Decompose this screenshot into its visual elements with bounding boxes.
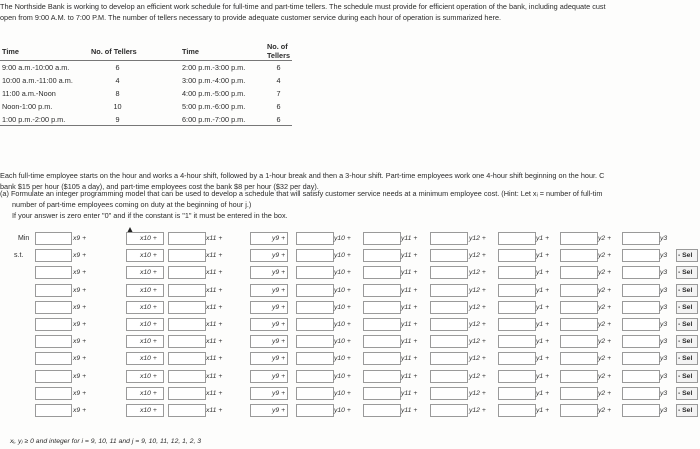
variable-label: y1 + xyxy=(536,372,550,380)
variable-label: y2 + xyxy=(598,338,612,346)
coefficient-input[interactable] xyxy=(296,284,334,297)
variable-label: y9 + xyxy=(272,252,286,260)
variable-label: y11 + xyxy=(401,355,418,363)
tellers-cell: 6 xyxy=(276,62,281,72)
variable-label: y9 + xyxy=(272,286,286,294)
coefficient-input[interactable] xyxy=(168,266,206,279)
coefficient-input[interactable] xyxy=(35,284,72,297)
coefficient-input[interactable] xyxy=(498,387,536,400)
coefficient-input[interactable] xyxy=(296,318,334,331)
coefficient-input[interactable] xyxy=(622,335,660,348)
variable-label: y9 + xyxy=(272,235,286,242)
variable-label: y3 xyxy=(660,406,668,414)
coefficient-input[interactable] xyxy=(560,352,598,365)
coefficient-input[interactable] xyxy=(296,352,334,365)
variable-label: x9 + xyxy=(73,338,87,346)
variable-label: y3 xyxy=(660,252,668,260)
coefficient-input[interactable] xyxy=(35,266,72,279)
row-label: Min xyxy=(18,235,30,242)
variable-label: x10 + xyxy=(140,406,157,414)
coefficient-input[interactable] xyxy=(430,370,468,383)
coefficient-input[interactable] xyxy=(168,249,206,262)
constraint-row xyxy=(0,283,700,300)
coefficient-input[interactable] xyxy=(498,284,536,297)
variable-label: y11 + xyxy=(401,303,418,311)
variable-label: y12 + xyxy=(469,320,486,328)
variable-label: x9 + xyxy=(73,235,87,242)
time-cell: Noon-1:00 p.m. xyxy=(2,101,53,111)
coefficient-input[interactable] xyxy=(498,352,536,365)
variable-label: x11 + xyxy=(206,252,223,260)
variable-label: x9 + xyxy=(73,252,87,260)
tellers-cell: 4 xyxy=(276,75,281,85)
coefficient-input[interactable] xyxy=(296,404,334,417)
variable-label: y11 + xyxy=(401,372,418,380)
coefficient-input[interactable] xyxy=(35,370,72,383)
coefficient-input[interactable] xyxy=(498,335,536,348)
coefficient-input[interactable] xyxy=(168,335,206,348)
coefficient-input[interactable] xyxy=(363,318,401,331)
variable-label: x11 + xyxy=(206,303,223,311)
variable-label: y3 xyxy=(660,269,668,277)
question-line-3: If your answer is zero enter "0" and if the constant is "1" it must be entered in the box. xyxy=(12,211,288,220)
variable-label: y2 + xyxy=(598,235,612,242)
coefficient-input[interactable] xyxy=(560,249,598,262)
constraint-row xyxy=(0,351,700,368)
coefficient-input[interactable] xyxy=(622,370,660,383)
variable-label: y3 xyxy=(660,372,668,380)
coefficient-input[interactable] xyxy=(363,404,401,417)
constraint-row xyxy=(0,300,700,317)
variable-label: y1 + xyxy=(536,252,550,260)
variable-label: x10 + xyxy=(140,320,157,328)
variable-label: y11 + xyxy=(401,320,418,328)
coefficient-input[interactable] xyxy=(35,232,72,245)
time-cell: 9:00 a.m.-10:00 a.m. xyxy=(2,62,70,72)
variable-label: y10 + xyxy=(334,269,351,277)
variable-label: x11 + xyxy=(206,235,223,242)
col-time-1: Time xyxy=(0,42,89,61)
variable-label: y1 + xyxy=(536,286,550,294)
time-cell: 3:00 p.m.-4:00 p.m. xyxy=(182,75,246,85)
coefficient-input[interactable] xyxy=(498,232,536,245)
variable-label: y9 + xyxy=(272,338,286,346)
constraint-row xyxy=(0,369,700,386)
constraint-sign-select[interactable]: - Sel xyxy=(676,404,698,417)
coefficient-input[interactable] xyxy=(296,232,334,245)
variable-label: y9 + xyxy=(272,320,286,328)
variable-label: x9 + xyxy=(73,303,87,311)
variable-label: y2 + xyxy=(598,355,612,363)
variable-label: x10 + xyxy=(140,269,157,277)
variable-label: y3 xyxy=(660,235,668,242)
coefficient-input[interactable] xyxy=(560,301,598,314)
variable-label: y3 xyxy=(660,389,668,397)
coefficient-input[interactable] xyxy=(622,301,660,314)
variable-label: y2 + xyxy=(598,372,612,380)
variable-label: x10 + xyxy=(140,338,157,346)
variable-label: x10 + xyxy=(140,235,157,242)
variable-label: y3 xyxy=(660,303,668,311)
coefficient-input[interactable] xyxy=(622,232,660,245)
coefficient-input[interactable] xyxy=(560,335,598,348)
variable-label: y10 + xyxy=(334,338,351,346)
after-line-2: bank $15 per hour ($105 a day), and part-time employees cost the bank $8 per hour ($32 per day). xyxy=(0,182,319,191)
variable-label: y3 xyxy=(660,338,668,346)
problem-intro xyxy=(0,1,700,23)
variable-label: x9 + xyxy=(73,389,87,397)
intro-line-2: open from 9:00 A.M. to 7:00 P.M. The number of tellers necessary to provide adequate customer service during each hour of operation is summarized here. xyxy=(0,13,502,22)
coefficient-input[interactable] xyxy=(296,249,334,262)
time-cell: 10:00 a.m.-11:00 a.m. xyxy=(2,75,73,85)
variable-label: x10 + xyxy=(140,303,157,311)
variable-label: y12 + xyxy=(469,269,486,277)
coefficient-input[interactable] xyxy=(622,266,660,279)
coefficient-input[interactable] xyxy=(430,335,468,348)
coefficient-input[interactable] xyxy=(560,232,598,245)
table-row xyxy=(0,74,292,87)
constraint-row xyxy=(0,403,700,420)
question-a xyxy=(0,188,700,221)
variable-label: y2 + xyxy=(598,269,612,277)
variable-label: y10 + xyxy=(334,286,351,294)
variable-label: y10 + xyxy=(334,389,351,397)
coefficient-input[interactable] xyxy=(35,404,72,417)
variable-label: y11 + xyxy=(401,252,418,260)
after-line-1: Each full-time employee starts on the hour and works a 4-hour shift, followed by a 1-hour break and then a 3-hour shift. Part-time employees work one 4-hour shift beginning on the hour. C xyxy=(0,171,605,180)
coefficient-input[interactable] xyxy=(430,387,468,400)
variable-label: y2 + xyxy=(598,252,612,260)
table-row xyxy=(0,113,292,126)
variable-label: x10 + xyxy=(140,252,157,260)
question-line-2: number of part-time employees coming on duty at the beginning of hour j.) xyxy=(12,200,252,209)
variable-label: y1 + xyxy=(536,389,550,397)
coefficient-input[interactable] xyxy=(296,301,334,314)
variable-label: y12 + xyxy=(469,372,486,380)
variable-label: y11 + xyxy=(401,406,418,414)
variable-label: y2 + xyxy=(598,286,612,294)
variable-label: y1 + xyxy=(536,355,550,363)
variable-label: x11 + xyxy=(206,389,223,397)
variable-label: y1 + xyxy=(536,235,550,242)
variable-label: y10 + xyxy=(334,372,351,380)
coefficient-input[interactable] xyxy=(498,249,536,262)
variable-label: y10 + xyxy=(334,252,351,260)
variable-label: y10 + xyxy=(334,235,351,242)
variable-label: x10 + xyxy=(140,355,157,363)
time-cell: 5:00 p.m.-6:00 p.m. xyxy=(182,101,246,111)
coefficient-input[interactable] xyxy=(168,318,206,331)
variable-label: x11 + xyxy=(206,286,223,294)
variable-label: y10 + xyxy=(334,355,351,363)
constraint-sign-select[interactable]: - Sel xyxy=(676,318,698,331)
intro-line-1: The Northside Bank is working to develop an efficient work schedule for full-time and part-time tellers. The schedule must provide for efficient operation of the bank, including adequate cust xyxy=(0,2,606,11)
constraint-sign-select[interactable]: - Sel xyxy=(676,249,698,262)
constraint-row xyxy=(0,265,700,282)
variable-label: y11 + xyxy=(401,269,418,277)
variable-label: y12 + xyxy=(469,355,486,363)
constraint-sign-select[interactable]: - Sel xyxy=(676,266,698,279)
time-cell: 2:00 p.m.-3:00 p.m. xyxy=(182,62,246,72)
tellers-cell: 9 xyxy=(115,114,120,124)
coefficient-input[interactable] xyxy=(363,232,401,245)
coefficient-input[interactable] xyxy=(35,352,72,365)
variable-label: y12 + xyxy=(469,303,486,311)
tellers-cell: 4 xyxy=(115,75,120,85)
variable-label: y9 + xyxy=(272,372,286,380)
constraint-row xyxy=(0,317,700,334)
coefficient-input[interactable] xyxy=(560,387,598,400)
variable-label: x11 + xyxy=(206,320,223,328)
variable-label: y12 + xyxy=(469,406,486,414)
variable-label: x9 + xyxy=(73,406,87,414)
variable-label: y9 + xyxy=(272,406,286,414)
variable-label: x10 + xyxy=(140,389,157,397)
variable-label: x11 + xyxy=(206,338,223,346)
tellers-cell: 6 xyxy=(276,114,281,124)
question-line-1: (a) Formulate an integer programming model that can be used to develop a schedule that will satisfy customer service needs at a minimum employee cost. (Hint: Let xᵢ = number of full-tim xyxy=(0,189,603,198)
coefficient-input[interactable] xyxy=(622,404,660,417)
coefficient-input[interactable] xyxy=(498,318,536,331)
variable-label: y9 + xyxy=(272,269,286,277)
coefficient-input[interactable] xyxy=(35,301,72,314)
coefficient-input[interactable] xyxy=(622,387,660,400)
coefficient-input[interactable] xyxy=(363,352,401,365)
constraint-sign-select[interactable]: - Sel xyxy=(676,301,698,314)
row-label: s.t. xyxy=(14,252,24,260)
variable-label: y3 xyxy=(660,286,668,294)
coefficient-input[interactable] xyxy=(498,266,536,279)
constraint-sign-select[interactable]: - Sel xyxy=(676,387,698,400)
variable-label: y11 + xyxy=(401,389,418,397)
coefficient-input[interactable] xyxy=(168,232,206,245)
coefficient-input[interactable] xyxy=(168,352,206,365)
col-tellers-1: No. of Tellers xyxy=(89,42,146,61)
nonnegativity-constraint: xᵢ, yⱼ ≥ 0 and integer for i = 9, 10, 11 and j = 9, 10, 11, 12, 1, 2, 3 xyxy=(10,438,202,445)
ip-model-grid xyxy=(0,231,700,420)
table-row xyxy=(0,100,292,113)
variable-label: y1 + xyxy=(536,269,550,277)
variable-label: y12 + xyxy=(469,338,486,346)
coefficient-input[interactable] xyxy=(168,370,206,383)
coefficient-input[interactable] xyxy=(622,352,660,365)
coefficient-input[interactable] xyxy=(560,404,598,417)
constraint-row xyxy=(0,334,700,351)
coefficient-input[interactable] xyxy=(168,284,206,297)
variable-label: x9 + xyxy=(73,286,87,294)
time-cell: 11:00 a.m.-Noon xyxy=(2,88,56,98)
tellers-cell: 8 xyxy=(115,88,120,98)
coefficient-input[interactable] xyxy=(622,284,660,297)
variable-label: y9 + xyxy=(272,303,286,311)
variable-label: y12 + xyxy=(469,389,486,397)
coefficient-input[interactable] xyxy=(363,335,401,348)
time-cell: 6:00 p.m.-7:00 p.m. xyxy=(182,114,246,124)
variable-label: y3 xyxy=(660,320,668,328)
coefficient-input[interactable] xyxy=(296,370,334,383)
coefficient-input[interactable] xyxy=(430,301,468,314)
coefficient-input[interactable] xyxy=(430,284,468,297)
coefficient-input[interactable] xyxy=(430,232,468,245)
col-time-2: Time xyxy=(146,42,265,61)
variable-label: y11 + xyxy=(401,235,418,242)
variable-label: x9 + xyxy=(73,269,87,277)
variable-label: x9 + xyxy=(73,355,87,363)
variable-label: x10 + xyxy=(140,372,157,380)
variable-label: x11 + xyxy=(206,372,223,380)
coefficient-input[interactable] xyxy=(35,318,72,331)
tellers-cell: 10 xyxy=(113,101,122,111)
constraint-sign-select[interactable]: - Sel xyxy=(676,284,698,297)
variable-label: y2 + xyxy=(598,406,612,414)
coefficient-input[interactable] xyxy=(560,318,598,331)
variable-label: y1 + xyxy=(536,338,550,346)
coefficient-input[interactable] xyxy=(498,301,536,314)
tellers-cell: 6 xyxy=(276,101,281,111)
coefficient-input[interactable] xyxy=(168,387,206,400)
variable-label: y2 + xyxy=(598,303,612,311)
coefficient-input[interactable] xyxy=(296,387,334,400)
variable-label: x11 + xyxy=(206,269,223,277)
variable-label: y10 + xyxy=(334,406,351,414)
coefficient-input[interactable] xyxy=(560,284,598,297)
variable-label: y11 + xyxy=(401,286,418,294)
time-cell: 1:00 p.m.-2:00 p.m. xyxy=(2,114,66,124)
variable-label: y11 + xyxy=(401,338,418,346)
coefficient-input[interactable] xyxy=(498,370,536,383)
variable-label: y2 + xyxy=(598,389,612,397)
time-cell: 4:00 p.m.-5:00 p.m. xyxy=(182,88,246,98)
coefficient-input[interactable] xyxy=(560,370,598,383)
variable-label: y9 + xyxy=(272,355,286,363)
variable-label: y9 + xyxy=(272,389,286,397)
constraint-sign-select[interactable]: - Sel xyxy=(676,370,698,383)
variable-label: x10 + xyxy=(140,286,157,294)
coefficient-input[interactable] xyxy=(168,404,206,417)
coefficient-input[interactable] xyxy=(430,266,468,279)
coefficient-input[interactable] xyxy=(430,404,468,417)
tellers-table xyxy=(0,42,292,126)
variable-label: y12 + xyxy=(469,286,486,294)
coefficient-input[interactable] xyxy=(363,249,401,262)
variable-label: y12 + xyxy=(469,235,486,242)
variable-label: y1 + xyxy=(536,406,550,414)
coefficient-input[interactable] xyxy=(296,335,334,348)
coefficient-input[interactable] xyxy=(168,301,206,314)
coefficient-input[interactable] xyxy=(363,301,401,314)
coefficient-input[interactable] xyxy=(622,318,660,331)
variable-label: x9 + xyxy=(73,320,87,328)
coefficient-input[interactable] xyxy=(430,352,468,365)
coefficient-input[interactable] xyxy=(498,404,536,417)
coefficient-input[interactable] xyxy=(363,370,401,383)
variable-label: y12 + xyxy=(469,252,486,260)
variable-label: y10 + xyxy=(334,303,351,311)
variable-label: y2 + xyxy=(598,320,612,328)
coefficient-input[interactable] xyxy=(363,266,401,279)
coefficient-input[interactable] xyxy=(430,249,468,262)
coefficient-input[interactable] xyxy=(35,335,72,348)
constraint-row xyxy=(0,386,700,403)
objective-row xyxy=(0,231,700,248)
variable-label: x11 + xyxy=(206,355,223,363)
tellers-cell: 6 xyxy=(115,62,120,72)
coefficient-input[interactable] xyxy=(622,249,660,262)
variable-label: y1 + xyxy=(536,303,550,311)
variable-label: y1 + xyxy=(536,320,550,328)
coefficient-input[interactable] xyxy=(363,284,401,297)
col-tellers-2: No. of Tellers xyxy=(267,42,290,60)
table-row xyxy=(0,87,292,100)
variable-label: y3 xyxy=(660,355,668,363)
constraint-sign-select[interactable]: - Sel xyxy=(676,335,698,348)
coefficient-input[interactable] xyxy=(560,266,598,279)
variable-label: x9 + xyxy=(73,372,87,380)
tellers-cell: 7 xyxy=(276,88,281,98)
table-row xyxy=(0,61,292,74)
coefficient-input[interactable] xyxy=(35,387,72,400)
variable-label: x11 + xyxy=(206,406,223,414)
coefficient-input[interactable] xyxy=(430,318,468,331)
constraint-row xyxy=(0,248,700,265)
coefficient-input[interactable] xyxy=(35,249,72,262)
constraint-sign-select[interactable]: - Sel xyxy=(676,352,698,365)
coefficient-input[interactable] xyxy=(363,387,401,400)
coefficient-input[interactable] xyxy=(296,266,334,279)
variable-label: y10 + xyxy=(334,320,351,328)
